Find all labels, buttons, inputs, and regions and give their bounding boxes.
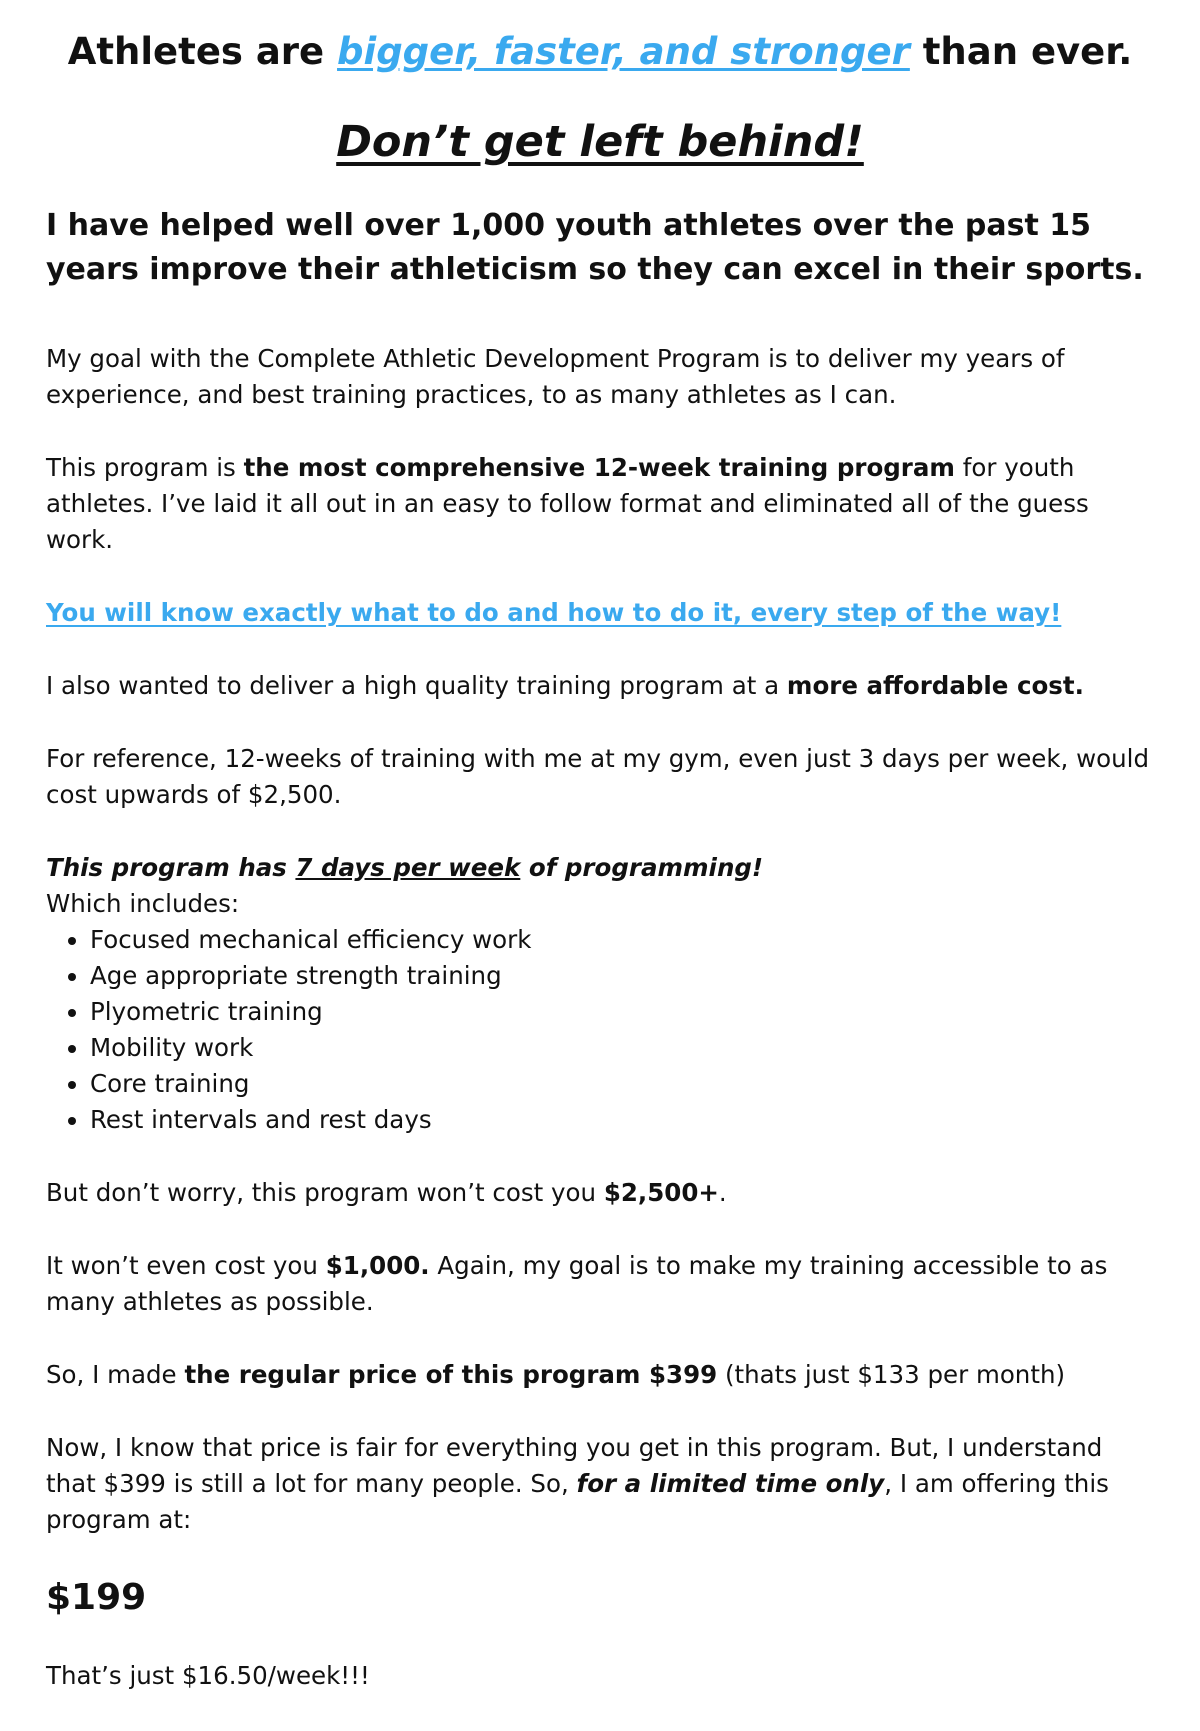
text: This program has — [46, 853, 296, 882]
emphasis: $1,000. — [325, 1251, 430, 1280]
list-item: • Focused mechanical efficiency work — [90, 922, 1156, 958]
highlight-link[interactable]: You will know exactly what to do and how to do it, every step of the way! — [46, 598, 1062, 627]
text: This program is — [46, 453, 244, 482]
paragraph-not-even — [46, 1248, 1156, 1320]
text: So, I made — [46, 1360, 185, 1389]
list-item: • Age appropriate strength training — [90, 958, 1156, 994]
text: of programming! — [520, 853, 764, 882]
list-item: • Plyometric training — [90, 994, 1156, 1030]
list-item: • Rest intervals and rest days — [90, 1102, 1156, 1138]
includes-label: Which includes: — [46, 889, 240, 918]
paragraph-program — [46, 450, 1156, 558]
text: It won’t even cost you — [46, 1251, 326, 1280]
headline-prefix: Athletes are — [67, 30, 338, 73]
list-item: • Core training — [90, 1066, 1156, 1102]
emphasis: the most comprehensive 12-week training program — [243, 453, 955, 482]
lead-statement: I have helped well over 1,000 youth athletes over the past 15 years improve their athleticism so they can excel in their sports. — [46, 208, 1144, 287]
includes-list — [46, 922, 1156, 1138]
body-copy — [46, 341, 1156, 1731]
emphasis: more affordable cost. — [786, 671, 1084, 700]
text: But don’t worry, this program won’t cost you — [46, 1178, 604, 1207]
subheadline: Don’t get left behind! — [336, 117, 864, 167]
text: . — [718, 1178, 727, 1207]
paragraph-regular-price — [46, 1357, 1156, 1393]
paragraph-affordable — [46, 668, 1156, 704]
paragraph-dont-worry — [46, 1175, 1156, 1211]
text: Now, I know that price is fair for everything you get in this program. But, I understand that $399 is still a lot for many people. So, — [46, 1433, 1103, 1498]
emphasis: the regular price of this program $399 — [184, 1360, 718, 1389]
list-item: • Mobility work — [90, 1030, 1156, 1066]
headline — [0, 26, 1200, 78]
paragraph-reference: For reference, 12-weeks of training with me at my gym, even just 3 days per week, would cost upwards of $2,500. — [46, 744, 1150, 809]
underlined-text: 7 days per week — [295, 853, 521, 882]
text: for youth athletes. I’ve laid it all out in an easy to follow format and eliminated all of the guess work. — [46, 453, 1089, 554]
programming-heading — [46, 850, 1156, 886]
paragraph-goal: My goal with the Complete Athletic Development Program is to deliver my years of experience, and best training practices, to as many athletes as I can. — [46, 344, 1065, 409]
text: I also wanted to deliver a high quality training program at a — [46, 671, 787, 700]
text: (thats just $133 per month) — [717, 1360, 1066, 1389]
emphasis: $2,500+ — [603, 1178, 719, 1207]
paragraph-limited-time — [46, 1430, 1156, 1538]
offer-price: $199 — [46, 1577, 147, 1618]
headline-suffix: than ever. — [909, 30, 1133, 73]
headline-accent: bigger, faster, and stronger — [337, 30, 910, 73]
offer-per-week: That’s just $16.50/week!!! — [46, 1661, 370, 1690]
emphasis: for a limited time only — [576, 1469, 885, 1498]
text: , I am offering this program at: — [46, 1469, 1109, 1534]
text: Again, my goal is to make my training accessible to as many athletes as possible. — [46, 1251, 1108, 1316]
